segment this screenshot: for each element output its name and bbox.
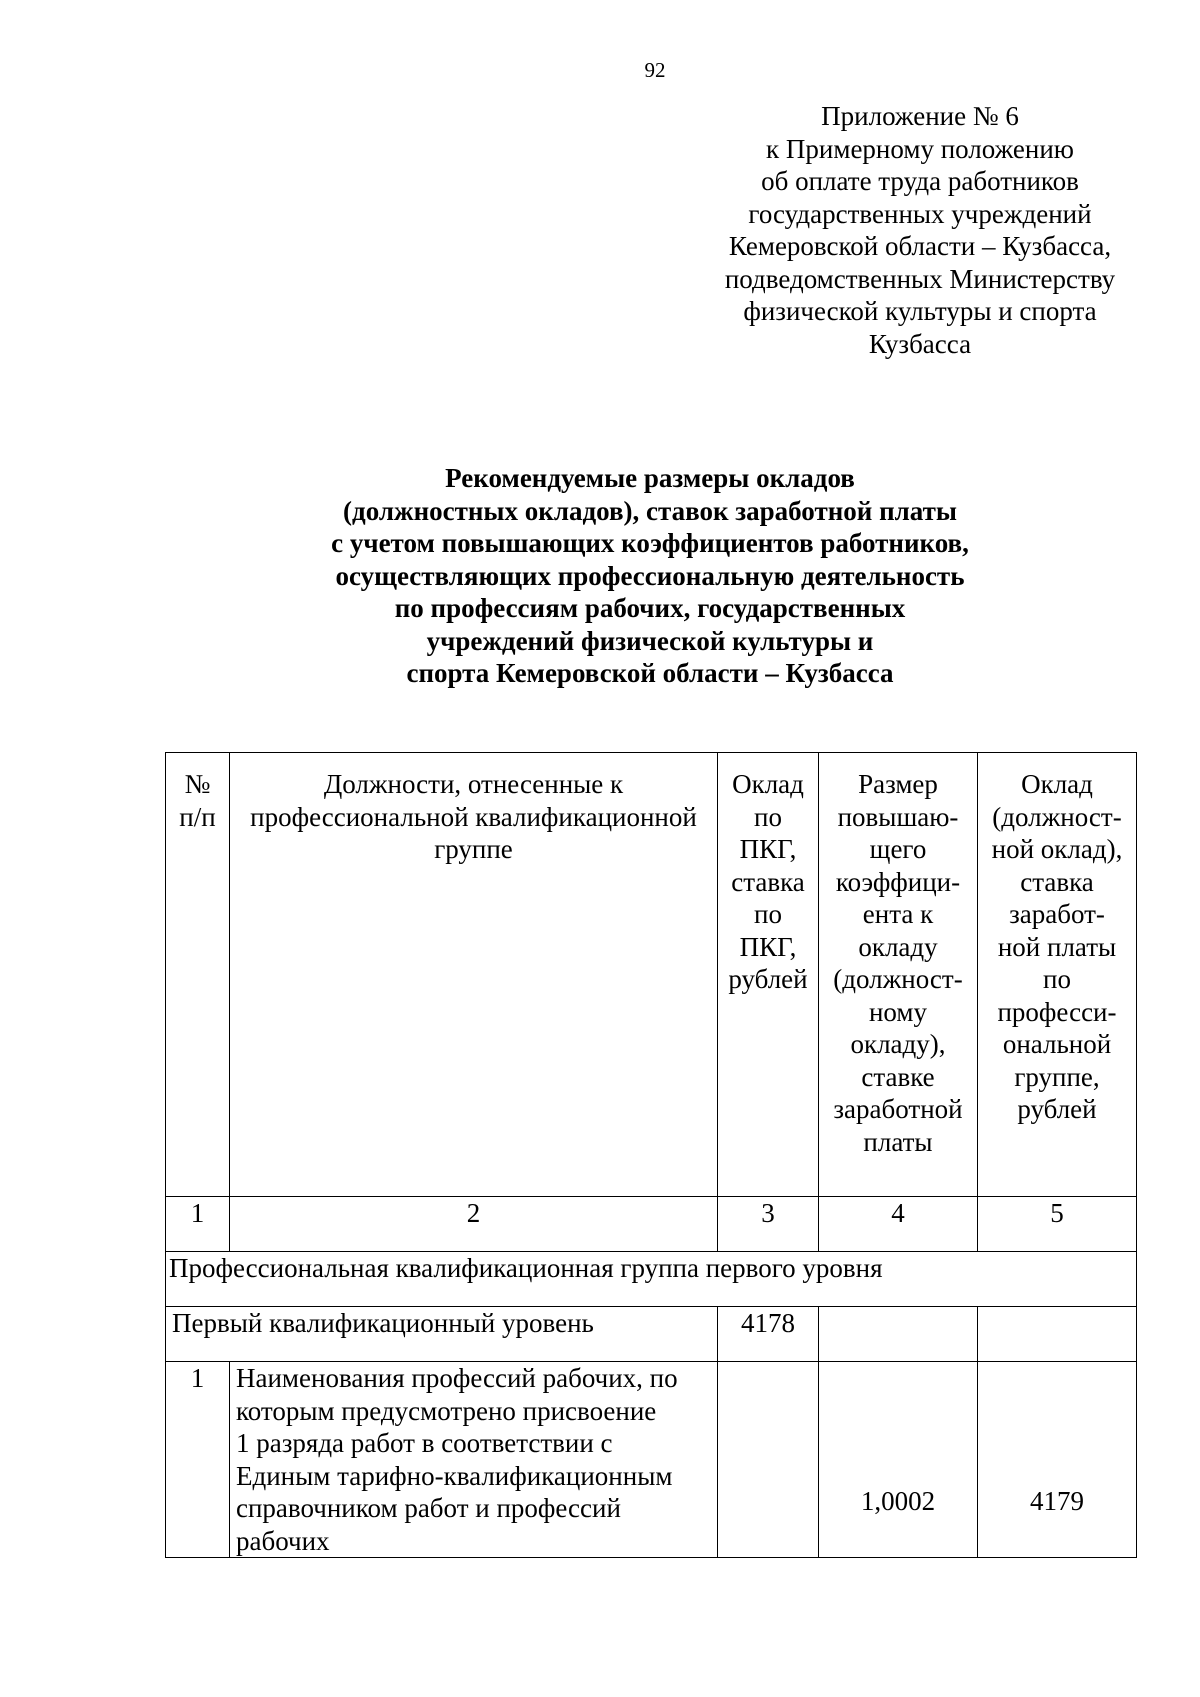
column-number: 4 bbox=[819, 1197, 978, 1252]
appendix-line: об оплате труда работников bbox=[761, 166, 1079, 196]
row-description: Наименования профессий рабочих, по которым предусмотрено присвоение 1 разряда работ в соответствии с Единым тарифно-квалификационным справочником работ и профессий рабочих bbox=[230, 1362, 718, 1558]
column-number-row bbox=[166, 1197, 1137, 1252]
appendix-header bbox=[680, 100, 1160, 360]
level-salary: 4178 bbox=[718, 1307, 819, 1362]
appendix-line: государственных учреждений bbox=[748, 198, 1092, 229]
title-line: (должностных окладов), ставок заработной платы bbox=[343, 495, 957, 526]
header-base-salary: Оклад по ПКГ, ставка по ПКГ, рублей bbox=[718, 753, 819, 1197]
title-line: учреждений физической культуры и bbox=[426, 625, 874, 656]
empty-cell bbox=[819, 1307, 978, 1362]
header-number: № п/п bbox=[166, 753, 230, 1197]
title-line: спорта Кемеровской области – Кузбасса bbox=[406, 658, 894, 688]
row-coefficient: 1,0002 bbox=[819, 1362, 978, 1558]
appendix-line: Кемеровской области – Кузбасса, bbox=[728, 231, 1112, 261]
title-line: осуществляющих профессиональную деятельность bbox=[335, 560, 965, 591]
header-coefficient: Размер повышаю- щего коэффици- ента к окладу (должност- ному окладу), ставке заработной платы bbox=[819, 753, 978, 1197]
level-name: Первый квалификационный уровень bbox=[166, 1307, 718, 1362]
header-positions: Должности, отнесенные к профессиональной квалификационной группе bbox=[230, 753, 718, 1197]
document-title bbox=[200, 462, 1100, 690]
column-number: 1 bbox=[166, 1197, 230, 1252]
title-line: с учетом повышающих коэффициентов работников, bbox=[331, 528, 969, 558]
appendix-line: Кузбасса bbox=[868, 328, 972, 359]
group-name: Профессиональная квалификационная группа первого уровня bbox=[166, 1252, 1137, 1307]
appendix-line: Приложение № 6 bbox=[821, 101, 1019, 131]
salary-table bbox=[165, 752, 1137, 1558]
appendix-line: физической культуры и спорта bbox=[743, 296, 1097, 326]
column-number: 5 bbox=[978, 1197, 1137, 1252]
title-line: по профессиям рабочих, государственных bbox=[394, 593, 906, 623]
row-total: 4179 bbox=[978, 1362, 1137, 1558]
title-line: Рекомендуемые размеры окладов bbox=[445, 463, 855, 493]
column-number: 3 bbox=[718, 1197, 819, 1252]
empty-cell bbox=[718, 1362, 819, 1558]
appendix-line: к Примерному положению bbox=[766, 133, 1074, 164]
table-row bbox=[166, 1362, 1137, 1558]
level-row bbox=[166, 1307, 1137, 1362]
column-number: 2 bbox=[230, 1197, 718, 1252]
row-number: 1 bbox=[166, 1362, 230, 1558]
group-row bbox=[166, 1252, 1137, 1307]
header-total-salary: Оклад (должност- ной оклад), ставка заработ- ной платы по професси- ональной группе, рублей bbox=[978, 753, 1137, 1197]
page-number: 92 bbox=[644, 58, 666, 82]
empty-cell bbox=[978, 1307, 1137, 1362]
table-header-row bbox=[166, 753, 1137, 1197]
appendix-line: подведомственных Министерству bbox=[724, 263, 1116, 294]
